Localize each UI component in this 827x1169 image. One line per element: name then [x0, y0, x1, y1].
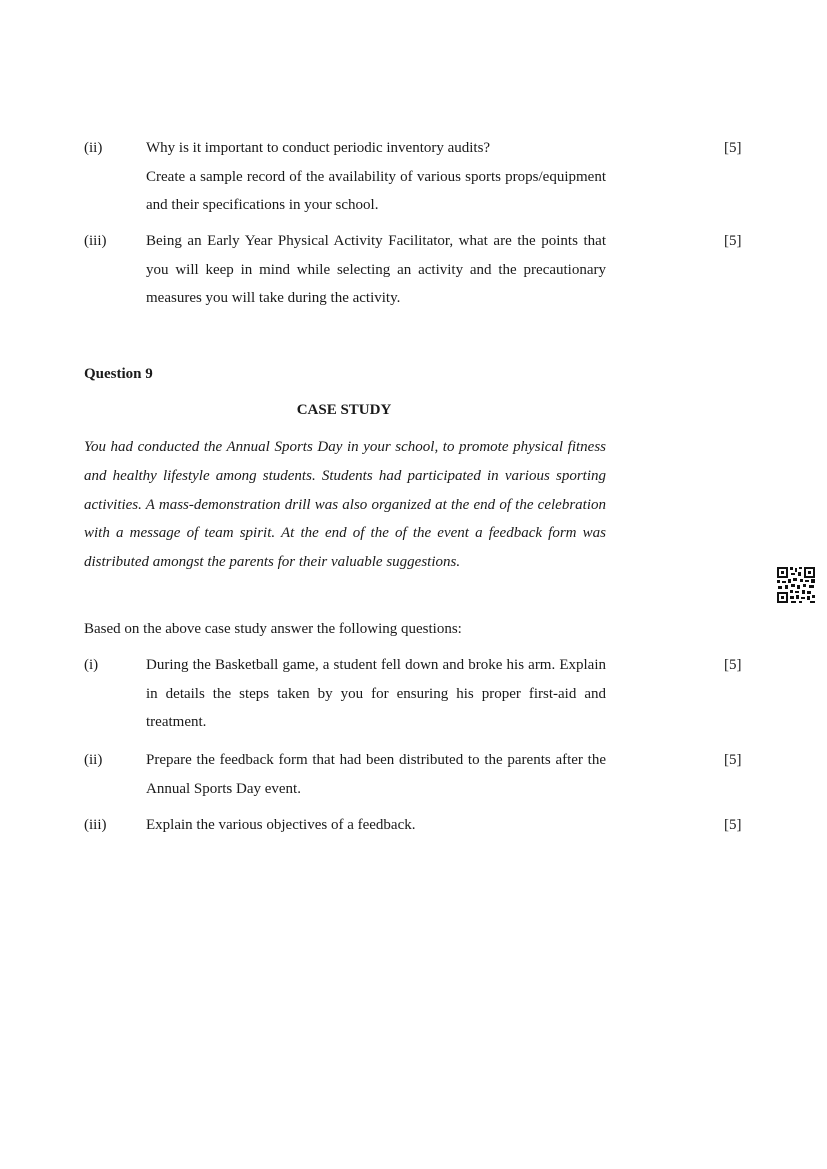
question-line: Being an Early Year Physical Activity Facilitator, what are the points that you will keep in mind while selecting an activity and the precautionary measures you will take during the activity.: [146, 233, 606, 306]
question-text: During the Basketball game, a student fell down and broke his arm. Explain in details the steps taken by you for ensuring his proper first-aid and treatment.: [146, 657, 606, 730]
item-number: (ii): [84, 752, 103, 768]
marks-label: [5]: [724, 752, 742, 768]
item-number: (i): [84, 657, 99, 673]
instructions-text: Based on the above case study answer the following questions:: [84, 621, 462, 637]
question-text: [146, 134, 606, 220]
question-text: [146, 227, 606, 313]
case-study-paragraph: You had conducted the Annual Sports Day in your school, to promote physical fitness and healthy lifestyle among students. Students had participated in various sporting activities. A mass-demonstration drill was also organized at the end of the celebration with a message of team spirit. At the end of the of the event a feedback form was distributed amongst the parents for their valuable suggestions.: [84, 439, 606, 571]
question-line: Create a sample record of the availability of various sports props/equipment and their specifications in your school.: [146, 168, 606, 213]
item-number: (iii): [84, 233, 107, 249]
marks-label: [5]: [724, 817, 742, 833]
marks-label: [5]: [724, 657, 742, 673]
item-number: (iii): [84, 817, 107, 833]
item-number: (ii): [84, 140, 103, 156]
question-heading: Question 9: [84, 366, 153, 382]
qr-code-icon: [776, 566, 816, 604]
question-text: Prepare the feedback form that had been distributed to the parents after the Annual Sports Day event.: [146, 752, 606, 797]
question-line: Why is it important to conduct periodic inventory audits?: [146, 140, 491, 156]
case-study-title: CASE STUDY: [296, 402, 392, 418]
question-text: Explain the various objectives of a feedback.: [146, 817, 416, 833]
marks-label: [5]: [724, 233, 742, 249]
marks-label: [5]: [724, 140, 742, 156]
case-study-text: [84, 433, 606, 577]
